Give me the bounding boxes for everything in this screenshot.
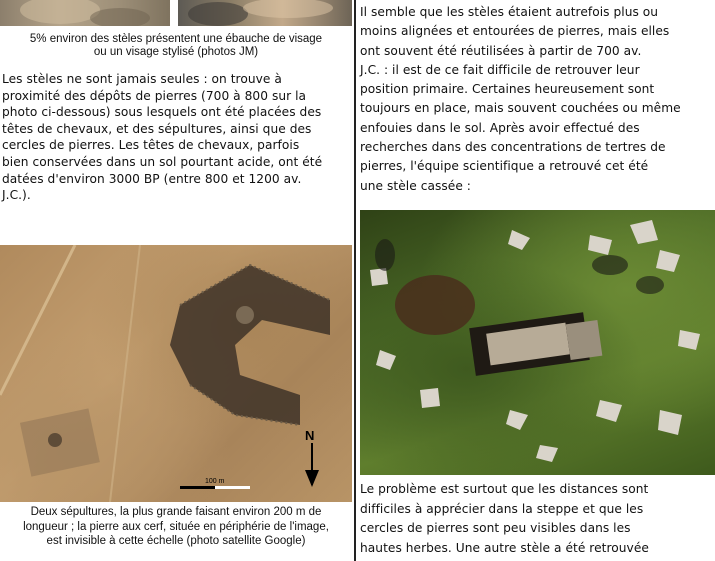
north-arrow-icon bbox=[305, 443, 319, 487]
paragraph-line: recherches dans des concentrations de tertres de bbox=[360, 140, 666, 155]
paragraph-line: ont souvent été réutilisées à partir de 700 av. bbox=[360, 43, 642, 58]
paragraph-line: cercles de pierres sont peu visibles dans les bbox=[360, 521, 631, 535]
left-paragraph bbox=[2, 71, 350, 204]
right-paragraph-1 bbox=[360, 3, 713, 196]
caption-line: longueur ; la pierre aux cerf, située en périphérie de l'image, bbox=[23, 520, 329, 533]
right-paragraph-2 bbox=[360, 480, 713, 558]
stele-face-photo-1 bbox=[0, 0, 170, 26]
scale-bar bbox=[180, 486, 250, 489]
paragraph-line: bien conservées dans un sol pourtant acide, ont été bbox=[2, 154, 323, 169]
satellite-caption bbox=[0, 505, 352, 549]
paragraph-line: J.C.). bbox=[2, 188, 31, 203]
north-label: N bbox=[305, 428, 315, 443]
caption-line: est invisible à cette échelle (photo satellite Google) bbox=[46, 535, 306, 547]
paragraph-line: pierres, l'équipe scientifique a retrouvé cet été bbox=[360, 159, 649, 174]
scale-label: 100 m bbox=[205, 478, 225, 485]
caption-line: Deux sépultures, la plus grande faisant environ 200 m de bbox=[30, 506, 322, 518]
paragraph-line: datées d'environ 3000 BP (entre 800 et 1200 av. bbox=[2, 171, 302, 186]
paragraph-line: moins alignées et entourées de pierres, mais elles bbox=[360, 24, 670, 39]
broken-stele-photo bbox=[360, 210, 715, 475]
left-column bbox=[0, 0, 352, 561]
paragraph-line: Le problème est surtout que les distances sont bbox=[360, 482, 649, 496]
caption-line: ou un visage stylisé (photos JM) bbox=[93, 46, 259, 58]
paragraph-line: une stèle cassée : bbox=[360, 178, 471, 193]
paragraph-line: Les stèles ne sont jamais seules : on trouve à bbox=[2, 72, 282, 86]
paragraph-line: têtes de chevaux, et des sépultures, ainsi que des bbox=[2, 121, 312, 136]
paragraph-line: cercles de pierres. Les têtes de chevaux, parfois bbox=[2, 138, 300, 153]
stele-face-photo-2 bbox=[178, 0, 352, 26]
paragraph-line: Il semble que les stèles étaient autrefois plus ou bbox=[360, 5, 659, 19]
caption-line: 5% environ des stèles présentent une ébauche de visage bbox=[29, 33, 323, 45]
paragraph-line: toujours en place, mais souvent couchées ou même bbox=[360, 101, 681, 116]
paragraph-line: hautes herbes. Une autre stèle a été retrouvée bbox=[360, 540, 649, 555]
satellite-photo bbox=[0, 245, 352, 502]
paragraph-line: position primaire. Certaines heureusement sont bbox=[360, 82, 655, 97]
paragraph-line: photo ci-dessous) sous lesquels ont été placées des bbox=[2, 105, 322, 120]
paragraph-line: proximité des dépôts de pierres (700 à 800 sur la bbox=[2, 88, 307, 103]
column-divider bbox=[354, 0, 356, 561]
paragraph-line: J.C. : il est de ce fait difficile de retrouver leur bbox=[360, 62, 640, 77]
paragraph-line: enfouies dans le sol. Après avoir effectué des bbox=[360, 120, 640, 135]
paragraph-line: difficiles à apprécier dans la steppe et que les bbox=[360, 501, 644, 516]
top-photo-caption bbox=[0, 33, 352, 59]
